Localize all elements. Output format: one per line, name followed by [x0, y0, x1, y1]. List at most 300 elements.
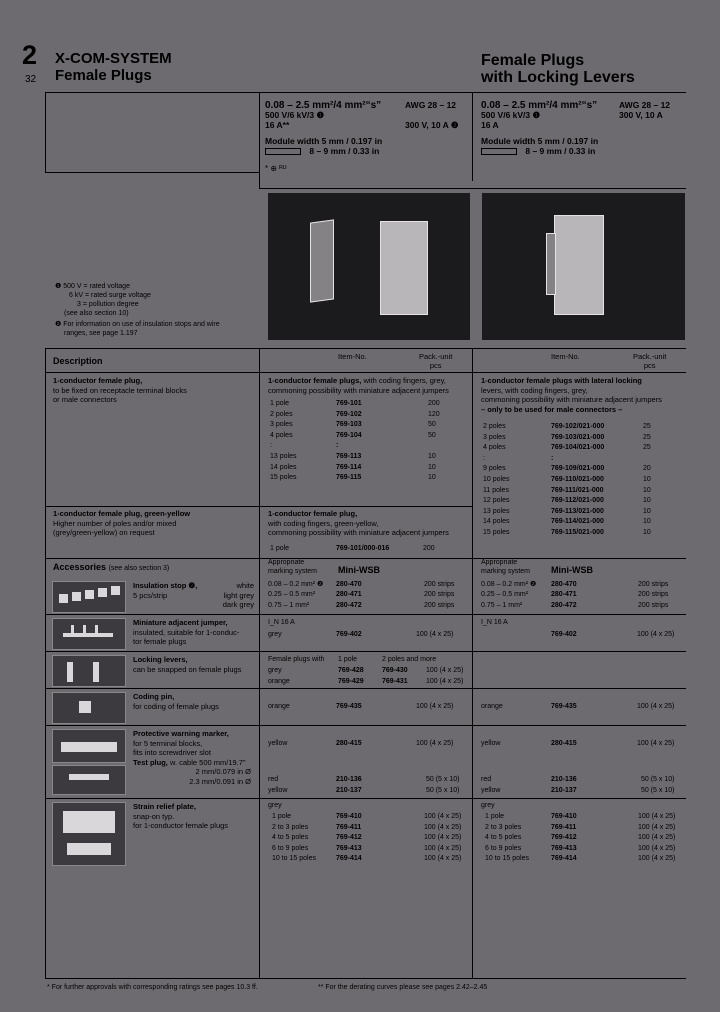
color-cell: grey: [268, 802, 282, 809]
item-no-heading: Item-No.: [338, 352, 367, 361]
spec-left-voltage: 500 V/6 kV/3 ❶: [265, 110, 325, 120]
row-rule: [45, 798, 686, 799]
poles-cell: :: [270, 442, 272, 450]
item-cell: 769-113/021-000: [551, 507, 604, 515]
strain-relief-image: [52, 802, 126, 866]
poles-cell: 3 poles: [483, 433, 506, 441]
item-cell: 769-101: [336, 400, 362, 407]
poles-cell: 6 to 9 poles: [272, 844, 309, 852]
table-row: [268, 463, 470, 473]
item-cell: 769-110/021-000: [551, 476, 604, 483]
warning-title: Protective warning marker,: [133, 729, 229, 738]
poles-cell: 1 pole: [270, 545, 290, 552]
pack-cell: 50 (5 x 10): [426, 786, 460, 794]
jumper-line1: insulated, suitable for 1-conduc-: [133, 627, 240, 637]
coding-title: Coding pin,: [133, 692, 175, 701]
item-cell: :: [336, 442, 339, 450]
item-no-heading-right: Item-No.: [551, 352, 580, 361]
pack-cell: 100 (4 x 25): [424, 823, 462, 831]
pack-cell: 100 (4 x 25): [638, 813, 676, 820]
poles-cell: 10 poles: [483, 476, 510, 483]
table-row: [268, 544, 470, 554]
color-cell: grey: [268, 631, 282, 638]
pack-cell: 200 strips: [638, 591, 669, 599]
color-cell: yellow: [481, 786, 501, 794]
item-cell: 280-471: [551, 591, 577, 599]
item-cell: 769-411: [336, 823, 362, 831]
locking-hdr-c: 2 poles and more: [382, 656, 437, 663]
pack-cell: 200 strips: [638, 581, 669, 588]
pack-cell: 20: [643, 465, 651, 473]
note-insulation-page: ranges, see page 1.197: [64, 330, 138, 337]
range-cell: 0.75 – 1 mm²: [268, 601, 310, 609]
warning-line1: for 5 terminal blocks,: [133, 738, 203, 748]
mid-group1-title-rest: with coding fingers, grey,: [363, 376, 446, 385]
item-cell: 280-415: [551, 740, 577, 747]
item-cell: 769-103/021-000: [551, 433, 605, 441]
jumper-desc: [133, 618, 255, 647]
pack-cell: 10: [643, 486, 651, 494]
item-cell: 210-137: [336, 786, 362, 794]
coding-line1: for coding of female plugs: [133, 701, 219, 711]
item-cell: 769-402: [551, 631, 577, 638]
spec-left-strip: 8 – 9 mm / 0.33 in: [309, 146, 380, 156]
table-row: [481, 443, 686, 453]
item-cell: 769-102: [336, 410, 362, 418]
jumper-line2: tor female plugs: [133, 637, 187, 647]
poles-cell: 2 to 3 poles: [272, 823, 309, 831]
left-mid-rule: [45, 506, 259, 507]
item-cell: 280-415: [336, 740, 362, 747]
poles-cell: 10 to 15 poles: [272, 855, 316, 863]
item-cell: 280-472: [336, 601, 362, 609]
item-cell: 769-435: [551, 703, 577, 710]
poles-cell: 2 poles: [270, 410, 293, 418]
table-row: [268, 441, 470, 451]
pack-cell: 100 (4 x 25): [424, 844, 462, 852]
locking-hdr-a: Female plugs with: [268, 656, 325, 663]
pack-cell: 10: [643, 529, 651, 536]
pack-cell: 200 strips: [424, 581, 455, 588]
mid-marking-b: marking system: [268, 568, 318, 575]
pcs-label: pcs: [429, 361, 442, 370]
mid-group1-desc: [268, 376, 470, 395]
pack-cell: 50 (5 x 10): [426, 776, 460, 783]
range-cell: 0.25 – 0.5 mm²: [268, 591, 316, 599]
table-row: [481, 517, 686, 527]
item-cell: 769-115: [336, 474, 362, 482]
locking-header: [268, 655, 472, 665]
strain-line1: snap-on typ.: [133, 811, 175, 821]
table-row: [268, 775, 472, 785]
table-row: [268, 473, 470, 483]
rating-cell: I_N 16 A: [268, 619, 295, 626]
table-row: [481, 823, 686, 833]
insulation-stop-title: Insulation stop ❷,: [133, 581, 198, 590]
spec-left-awg: AWG 28 – 12: [405, 100, 457, 110]
pack-cell: 100 (4 x 25): [638, 834, 676, 842]
table-row: [481, 496, 686, 506]
note-rated-voltage: ❶ 500 V = rated voltage: [55, 283, 130, 290]
pack-cell: 50: [428, 431, 436, 439]
item-cell: 769-412: [336, 834, 362, 842]
item-cell: 280-470: [336, 581, 362, 588]
poles-cell: 6 to 9 poles: [485, 844, 522, 852]
row-rule: [45, 688, 686, 689]
item-cell: 210-136: [336, 776, 362, 783]
warning-mid-row: [268, 739, 470, 749]
spec-right-current: 16 A: [481, 120, 499, 130]
warning-marker-image: [52, 729, 126, 763]
testplug-line2: 2.3 mm/0.091 in Ø: [189, 776, 251, 786]
plug-small-image: [310, 219, 334, 302]
accessories-note: (see also section 3): [108, 565, 170, 572]
item-cell: 769-428: [338, 667, 364, 674]
pack-cell: 100 (4 x 25): [638, 844, 676, 852]
right-group-title: 1-conductor female plugs with lateral locking: [481, 376, 642, 385]
item-cell: 769-411: [551, 823, 577, 831]
locking-hdr-b: 1 pole: [338, 656, 358, 663]
poles-cell: 1 pole: [272, 813, 292, 820]
item-cell: 280-472: [551, 601, 577, 609]
item-cell: 769-414: [336, 855, 362, 863]
table-top-rule: [45, 348, 686, 349]
pack-cell: 10: [428, 474, 436, 482]
spec-left-approval: * ⊕ ᴿᵁ: [265, 164, 287, 173]
mid-marking-a: Appropriate: [268, 559, 305, 566]
spec-right-module: Module width 5 mm / 0.197 in: [481, 136, 599, 146]
poles-cell: 1 pole: [485, 813, 505, 820]
description-heading: Description: [53, 356, 103, 366]
range-cell: 0.08 – 0.2 mm² ❷: [268, 581, 324, 588]
table-row: [268, 580, 472, 590]
item-cell: 280-470: [551, 581, 577, 588]
table-row: [481, 833, 686, 843]
pack-cell: 100 (4 x 25): [424, 855, 462, 863]
table-row: [481, 475, 686, 485]
pack-unit-heading: [419, 352, 452, 370]
coding-right-row: [481, 702, 686, 712]
table-right-border: [472, 348, 473, 978]
item-cell: 769-413: [551, 844, 577, 852]
table-row: [268, 410, 470, 420]
poles-cell: 4 to 5 poles: [272, 834, 309, 842]
table-row: [481, 528, 686, 538]
testplug-title-rest: w. cable 500 mm/19.7": [169, 757, 246, 767]
pack-cell: 50 (5 x 10): [641, 776, 675, 783]
color-cell: orange: [481, 703, 503, 710]
item-cell: 769-402: [336, 631, 362, 638]
poles-cell: 13 poles: [483, 507, 510, 515]
strain-desc: [133, 802, 255, 831]
coding-desc: [133, 692, 255, 711]
pack-cell: 200: [428, 400, 440, 407]
jumper-title: Miniature adjacent jumper,: [133, 618, 228, 627]
table-row: [268, 677, 472, 687]
row-rule: [45, 725, 686, 726]
locking-line1: can be snapped on female plugs: [133, 664, 242, 674]
spec-right-border: [472, 92, 473, 181]
color-cell: orange: [268, 677, 290, 685]
mid-group1-sub: commoning possibility with miniature adjacent jumpers: [268, 385, 449, 395]
row-rule: [45, 651, 686, 652]
table-mid-border: [259, 348, 260, 978]
title-line-2: Female Plugs: [55, 67, 152, 84]
pack-cell: 200 strips: [638, 601, 669, 609]
mid-group2-desc: [268, 509, 470, 538]
color-cell: red: [268, 776, 279, 783]
desc-green-yellow: [53, 509, 253, 538]
right-group-sub2: commoning possibility with miniature adjacent jumpers: [481, 395, 662, 405]
pack-cell: 100 (4 x 25): [638, 823, 676, 831]
footnotes-ratings: [55, 282, 255, 338]
pack-unit-label: Pack.-unit: [419, 352, 453, 361]
pack-cell: 200: [423, 545, 435, 552]
color-cell: yellow: [481, 740, 501, 747]
item-cell: 769-111/021-000: [551, 486, 604, 494]
poles-cell: 2 poles: [483, 423, 506, 430]
spec-left-module: Module width 5 mm / 0.197 in: [265, 136, 383, 146]
table-row: [268, 601, 472, 611]
right-title-line-2: with Locking Levers: [481, 69, 635, 86]
warning-line2: fits into screwdriver slot: [133, 748, 211, 758]
pack-cell: 10: [428, 463, 436, 471]
plug-large-image: [380, 221, 428, 315]
pack-cell: 25: [643, 433, 651, 441]
table-row: [268, 590, 472, 600]
item-cell: 769-429: [338, 677, 364, 685]
rating-cell: I_N 16 A: [481, 619, 508, 626]
color-cell: red: [481, 776, 492, 783]
item-cell: 769-431: [382, 677, 408, 685]
right-group-sub3: – only to be used for male connectors –: [481, 404, 623, 414]
item-cell: 769-113: [336, 453, 362, 460]
right-marking-a: Appropriate: [481, 559, 518, 566]
poles-cell: 4 to 5 poles: [485, 834, 522, 842]
top-rule: [45, 92, 686, 93]
item-cell: 769-430: [382, 667, 408, 674]
pack-cell: 200 strips: [424, 591, 455, 599]
table-row: [268, 844, 472, 854]
insulation-stop-colors: [200, 581, 254, 610]
poles-cell: 14 poles: [270, 463, 297, 471]
mid-group2-title: 1-conductor female plug,: [268, 509, 358, 518]
table-row: [268, 833, 472, 843]
table-row: [481, 486, 686, 496]
pack-cell: 100 (4 x 25): [637, 703, 675, 710]
table-row: [481, 854, 686, 864]
spec-left-border: [45, 92, 46, 172]
table-row: [481, 454, 686, 464]
desc-green-yellow-line1: Higher number of poles and/or mixed: [53, 518, 177, 528]
item-cell: 769-109/021-000: [551, 465, 605, 473]
mid-mid-rule: [259, 506, 472, 507]
note-pollution: 3 = pollution degree: [77, 301, 139, 308]
strain-title: Strain relief plate,: [133, 802, 196, 811]
pack-cell: 100 (4 x 25): [424, 834, 462, 842]
item-cell: 769-104/021-000: [551, 444, 605, 452]
footnote-approvals: * For further approvals with corresponding ratings see pages 10.3 ff.: [47, 984, 258, 991]
color-cell: yellow: [268, 786, 288, 794]
range-cell: 0.08 – 0.2 mm² ❷: [481, 581, 537, 588]
poles-cell: :: [483, 454, 485, 462]
table-row: [481, 464, 686, 474]
desc-green-yellow-title: 1-conductor female plug, green-yellow: [53, 509, 191, 518]
color-dark-grey: dark grey: [222, 600, 254, 610]
pack-cell: 10: [643, 497, 651, 505]
spec-left: [265, 100, 470, 174]
insulation-stop-image: [52, 581, 126, 613]
pcs-label-right: pcs: [643, 361, 656, 370]
table-row: [481, 601, 686, 611]
table-row: [268, 452, 470, 462]
pack-cell: 10: [428, 453, 436, 460]
table-left-border: [45, 348, 46, 978]
jumper-right-row: [481, 630, 686, 640]
item-cell: 769-412: [551, 834, 577, 842]
pack-cell: 10: [643, 507, 651, 515]
spec-left-current: 16 A**: [265, 120, 290, 130]
table-row: [268, 431, 470, 441]
item-cell: 769-104: [336, 431, 362, 439]
page-number: 32: [25, 74, 37, 85]
poles-cell: 4 poles: [270, 431, 293, 439]
pack-cell: 10: [643, 518, 651, 526]
item-cell: 769-115/021-000: [551, 529, 604, 536]
row-rule: [45, 614, 686, 615]
item-cell: 769-414: [551, 855, 577, 863]
desc-female-plug-line1: to be fixed on receptacle terminal blocks: [53, 385, 187, 395]
female-plug-photo: [268, 193, 470, 340]
warning-desc: [133, 729, 255, 787]
table-row: [481, 433, 686, 443]
spec-right-strip: 8 – 9 mm / 0.33 in: [525, 146, 596, 156]
table-row: [268, 823, 472, 833]
accessories-title: Accessories: [53, 562, 107, 572]
poles-cell: 14 poles: [483, 518, 510, 526]
spec-right-awg: AWG 28 – 12: [619, 100, 671, 110]
jumper-image: [52, 618, 126, 650]
mid-group2-sub1: with coding fingers, green-yellow,: [268, 518, 379, 528]
coding-pin-image: [52, 692, 126, 724]
locking-plug-image: [554, 215, 604, 315]
poles-cell: 4 poles: [483, 444, 506, 452]
spec-left-ul-rating: 300 V, 10 A ❷: [405, 120, 459, 130]
table-row: [268, 854, 472, 864]
right-group-desc: [481, 376, 686, 414]
mid-marking-system: [268, 558, 317, 576]
table-row: [268, 786, 472, 796]
pack-cell: 25: [643, 444, 651, 452]
desc-female-plug-title: 1-conductor female plug,: [53, 376, 143, 385]
pack-cell: 120: [428, 410, 440, 418]
item-cell: 769-101/000-016: [336, 545, 390, 552]
coding-mid-row: [268, 702, 470, 712]
right-marking-sys: Mini-WSB: [551, 565, 593, 575]
pack-cell: 10: [643, 476, 651, 483]
locking-desc: [133, 655, 255, 674]
spec-right-range: 0.08 – 2.5 mm²/4 mm²“s”: [481, 100, 598, 111]
item-cell: 769-114: [336, 463, 362, 471]
item-cell: :: [551, 454, 554, 462]
item-cell: 210-137: [551, 786, 577, 794]
table-row: [268, 399, 470, 409]
pack-cell: 100 (4 x 25): [424, 813, 462, 820]
spec-right-voltage: 500 V/6 kV/3 ❶: [481, 110, 541, 120]
strip-length-icon: [481, 148, 517, 155]
jumper-mid-row: [268, 630, 470, 640]
pack-cell: 100 (4 x 25): [416, 631, 454, 638]
poles-cell: 10 to 15 poles: [485, 855, 529, 863]
spec-mid-border: [259, 92, 260, 189]
poles-cell: 15 poles: [483, 529, 510, 536]
desc-female-plug-line2: or male connectors: [53, 395, 117, 405]
pack-cell: 200 strips: [424, 601, 455, 609]
item-cell: 769-102/021-000: [551, 423, 605, 430]
page-title: [55, 50, 172, 84]
range-cell: 0.25 – 0.5 mm²: [481, 591, 529, 599]
table-row: [481, 507, 686, 517]
testplug-title: Test plug,: [133, 757, 168, 767]
section-number: 2: [22, 40, 38, 70]
item-cell: 769-103: [336, 421, 362, 429]
insulation-stop-unit: 5 pcs/strip: [133, 590, 168, 600]
pack-cell: 100 (4 x 25): [638, 855, 676, 863]
pack-cell: 100 (4 x 25): [637, 740, 675, 747]
table-row: [481, 422, 686, 432]
pack-cell: 25: [643, 423, 651, 430]
strip-length-icon: [265, 148, 301, 155]
poles-cell: 3 poles: [270, 421, 293, 429]
locking-lever-image: [546, 233, 556, 295]
item-cell: 210-136: [551, 776, 577, 783]
color-cell: grey: [268, 667, 282, 674]
right-title: [481, 52, 635, 86]
right-marking-system: [481, 558, 530, 576]
accessories-heading: [53, 562, 169, 572]
footnote-derating: ** For the derating curves please see pages 2.42–2.45: [318, 984, 488, 991]
note-insulation-info: ❷ For information on use of insulation stops and wire: [55, 321, 220, 328]
table-row: [268, 666, 472, 676]
item-cell: 769-413: [336, 844, 362, 852]
table-row: [481, 590, 686, 600]
locking-title: Locking levers,: [133, 655, 188, 664]
item-cell: 769-410: [551, 813, 577, 820]
title-line-1: X-COM-SYSTEM: [55, 50, 172, 67]
table-row: [481, 844, 686, 854]
note-surge-voltage: 6 kV = rated surge voltage: [69, 292, 151, 299]
note-section: (see also section 10): [64, 310, 129, 317]
table-row: [481, 786, 686, 796]
right-title-line-1: Female Plugs: [481, 52, 585, 69]
spec-right: [481, 100, 686, 156]
table-bottom-rule: [45, 978, 686, 979]
pack-cell: 100 (4 x 25): [637, 631, 675, 638]
strain-line2: for 1-conductor female plugs: [133, 821, 229, 831]
spec-left-range: 0.08 – 2.5 mm²/4 mm²“s”: [265, 100, 382, 111]
pack-cell: 100 (4 x 25): [416, 703, 454, 710]
spec-bottom-rule: [45, 172, 259, 173]
locking-plug-photo: [482, 193, 685, 340]
poles-cell: 13 poles: [270, 453, 297, 460]
table-head-rule: [45, 372, 686, 373]
poles-cell: 1 pole: [270, 400, 290, 407]
table-row: [481, 580, 686, 590]
poles-cell: 12 poles: [483, 497, 510, 505]
item-cell: 769-114/021-000: [551, 518, 604, 526]
item-cell: 769-435: [336, 703, 362, 710]
table-row: [481, 775, 686, 785]
